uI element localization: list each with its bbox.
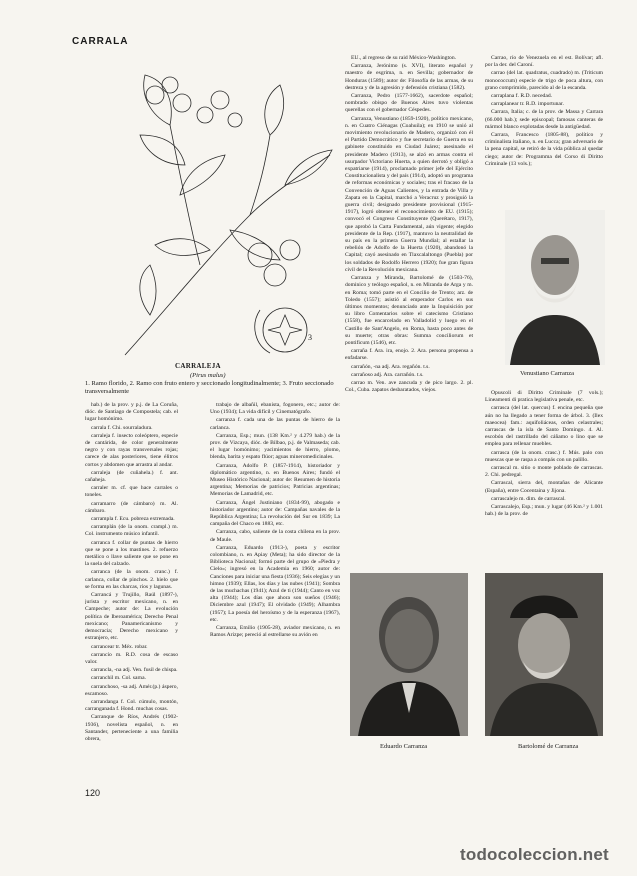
text-column-2 [210, 402, 340, 802]
entry-text: Carranza, cabo, saliente de la costa chilena en la prov. de Maule. [210, 529, 340, 543]
entry-text: Carranque de Ríos, Andrés (1902-1936), novelista español, n. en Santander, perteneciente a una familia obrera, [85, 714, 178, 742]
portrait-eduardo-carranza [350, 573, 468, 736]
entry-text: Carranza y Miranda, Bartolomé de (1503-76), dominico y teólogo español, n. en Miranda de Arga y m. en Roma; tomó parte en el Concilio de Trento; arz. de Toledo (1557); asistió al emperador Carlos en sus últimos momentos; denunciado ante la Inquisición por su libro Comentarios sobre el catecismo Cristiano (1558), fue encarcelado en Valladolid y luego en el Castillo de Sant'Angelo, en Roma, hasta poco antes de su muerte; otras obras: Summa conciliorum et pontificum (1546), etc. [345, 275, 473, 346]
entry-text: carrascalejo m. dim. de carrascal. [491, 495, 566, 502]
entry-text: Carrancá y Trujillo, Raúl (1897-), jurista y escritor mexicano, n. en Campeche; autor de: La evolución política de Iberoamérica; Derecho Penal mexicano; Panamericanismo y democracia; Derecho mexicano y extranjero, etc. [85, 592, 178, 642]
entry-text: carramplán (de la onom. crampl.) m. Col. instrumento músico infantil. [85, 524, 178, 538]
entry-text: carrancear tr. Méx. robar. [91, 643, 148, 650]
portrait-image [505, 210, 605, 365]
page-number: 120 [85, 788, 101, 798]
entry-text: carraplanear tr. R.D. importunar. [491, 101, 564, 108]
entry-text: carrasca (del lat. quercus) f. encina pequeña que aún no ha llegado a tener forma de árbol. 3. (Ilex maeocea) fam.: aquifoliáceas, orden celastrales; carrascas de la isla de Santo Domingo. 4. Al. escobón del rastrillado del cáñamo o lino que se emplea para rellenar muebles. [485, 405, 603, 448]
entry-text: carraleja (de cuñahela.) f. ant. cañaheja. [85, 469, 178, 484]
entry-text: Carranza, Ángel Justiniano (1834-99), abogado e historiador argentino; autor de: Campañas navales de la República Argentina; La revolución del Sur en 1839; La campaña del Chaco en 1883, etc. [210, 499, 340, 528]
illustration-latin-name: (Pirus malus) [190, 372, 226, 379]
text-column-1 [85, 402, 178, 787]
entry-text: carranca f. collar de puntas de hierro que se pone a los mastines. 2. refuerzo metálico o llave saliente que se pone en la suela del calzado. [85, 539, 178, 568]
entry-text: carranchil m. Col. sarna. [91, 675, 146, 682]
entry-text: hab.) de la prov. y p.j. de La Coruña, dióc. de Santiago de Compostela; cab. el lugar homónimo. [85, 402, 178, 423]
entry-text: Carrao, río de Venezuela en el est. Bolívar; afl. por la der. del Caroní. [485, 55, 603, 69]
entry-text: carrao (del lat. quadratus, cuadrado) m. (Triticum monococcum) especie de trigo de poca altura, con grano comprimido, parecido al de la escanda. [485, 70, 603, 91]
entry-text: carraplana f. R.D. necedad. [491, 93, 553, 100]
entry-text: Carranza, Jerónimo (s. XVI), literato español y maestro de esgrima, n. en Sevilla; gobernador de Honduras (1589); autor de: Filosofía de las armas, de su destreza y de la agresión y defensión cristiana (1582). [345, 63, 473, 91]
text-column-3 [345, 55, 473, 565]
page-header: CARRALA [72, 36, 129, 47]
figure-label-3: 3 [308, 333, 312, 342]
entry-text: carraler m. cf. que hace carrales o toneles. [85, 485, 178, 499]
entry-text: carrancla, -na adj. Ven. fusil de chispa. [91, 667, 178, 674]
entry-text: carraña f. Ara. ira, enojo. 2. Ara. persona propensa a enfadarse. [345, 348, 473, 362]
entry-text: Carranza, Esp.; mun. (138 Km.² y 4.279 hab.) de la prov. de Vizcaya, dióc. de Bilbao, p.j. de Valmaseda; cab. el lugar homónimo; yacimientos de hierro, plomo, blenda, barita y espato flúor; aguas mineromedicinales. [210, 432, 340, 461]
watermark: todocoleccion.net [460, 845, 609, 864]
entry-text: Carrara, Francesco (1805-88), político y criminalista italiano, n. en Lucca; gran adversario de la pena capital, se retiró de la vida pública al quedar ciego; autor de: Programma del Corso di Diritto Criminale (13 vols.); [485, 132, 603, 167]
entry-text: carranza f. cada una de las puntas de hierro de la carlanca. [210, 417, 340, 431]
entry-text: Carranza, Emilio (1905-28), aviador mexicano, n. en Ramos Arizpe; pereció al estrellarse su avión en [210, 625, 340, 639]
portrait-image [350, 573, 468, 736]
entry-text: carrascal m. sitio o monte poblado de carrascas. 2. Chi. pedregal. [485, 465, 603, 479]
entry-text: Opuscoli di Diritto Criminale (7 vols.); Lineamenti di pratica legislativa penale, etc. [485, 390, 603, 404]
apple-branch-illustration [110, 55, 340, 360]
entry-text: Carranza, Adolfo P. (1857-1914), historiador y diplomático argentino, n. en Buenos Aires; fundó el Museo Histórico Nacional; autor de: Resumen de historia argentina; Memorias de patricios; Patricias argentinas; Memorias de Lamadrid, etc. [210, 462, 340, 498]
text-column-4 [485, 55, 603, 230]
entry-text: carranca (de la onom. cranc.) f. carlanca, collar de pinchos. 2. hielo que se forma en las charcas, ríos y lagunas. [85, 569, 178, 590]
illustration-title: CARRALEJA [175, 362, 221, 370]
entry-text: carrancío m. R.D. cosa de escaso valor. [85, 651, 178, 665]
entry-text: Carranza, Pedro (1577-1662), sacerdote español; nombrado obispo de Buenos Aires tuvo violentas querellas con el gobernador Céspedes. [345, 93, 473, 114]
entry-text: trabajo de albañil, ebanista, fogonero, etc.; autor de: Uno (1934); La vida difícil y Cinematógrafo. [210, 402, 340, 416]
entry-text: carramarro (de cámbaro) m. Al. cámbaro. [85, 500, 178, 514]
portrait-caption: Bartolomé de Carranza [518, 743, 579, 750]
entry-text: carrañoso adj. Ara. carrañón. t.s. [351, 371, 424, 378]
portrait-image [485, 573, 603, 736]
entry-text: carranchoso, -sa adj. Amér.(p.) áspero, escamoso. [85, 683, 178, 697]
entry-text: EU., al regreso de su raid México-Washington. [351, 55, 457, 61]
portrait-bartolome-de-carranza [485, 573, 603, 736]
entry-text: Carrascal, sierra del, montañas de Alicante (España), entre Cocentaina y Jijona. [485, 480, 603, 494]
entry-text: Carrascalejo, Esp.; mun. y lugar (46 Km.² y 1.001 hab.) de la prov. de [485, 504, 603, 518]
portrait-venustiano-carranza [505, 210, 605, 365]
entry-text: carrampla f. Ecu. pobreza extremada. [91, 516, 175, 523]
entry-text: carrao m. Ven. ave zancuda y de pico largo. 2. pl. Col., Cuba. zapatos desbaratados, viejos. [345, 379, 473, 394]
entry-text: carrasca (de la onom. crasc.) f. Mús. palo con muescas que se raspa a compás con un palillo. [485, 449, 603, 463]
portrait-caption: Eduardo Carranza [380, 743, 428, 750]
entry-text: Carrara, Italia; c. de la prov. de Massa y Carrara (66.000 hab.); sede episcopal; famosas canteras de mármol blanco explotadas desde la antigüedad. [485, 109, 603, 130]
illustration-description: 1. Ramo florido, 2. Ramo con fruto entero y seccionado longitudinalmente; 3. Fruto seccionado transversalmente [85, 380, 334, 395]
entry-text: carrandanga f. Col. cúmulo, montón, carranganada f. Hond. muchas cosas. [85, 698, 178, 713]
portrait-caption: Venustiano Carranza [520, 370, 574, 377]
entry-text: carrala f. Chi. sourraladura. [91, 424, 153, 431]
entry-text: carraleja f. insecto coleóptero, especie de cantárida, de color generalmente negro y con rayas transversales rojas; carece de alas posteriores, tiene élitros cortos y abdomen que arrastra al andar. [85, 432, 178, 468]
entry-text: carrañón, -na adj. Ara. regañón. t.s. [351, 363, 430, 370]
entry-text: Carranza, Eduardo (1913-), poeta y escritor colombiano, n. en Apiay (Meta); ha sido director de la Biblioteca Nacional; formó parte del grupo de «Piedra y Cielo»; ingresó en la Academia en 1960; autor de: Canciones para iniciar una fiesta (1936); Seis elegías y un himno (1939); Ellas, los días y las nubes (1941); Sombra de las muchachas (1941); Azul de ti (1944); Canto en voz alta (1944); Los días que ahora son sueños (1946); Diciembre azul (1947); El olvidado (1949); Alhambra (1957); La poesía del heroísmo y de la esperanza (1967), etc. [210, 544, 340, 623]
entry-text: Carranza, Venustiano (1859-1920), político mexicano, n. en Cuatro Ciénagas (Coahuila); en 1910 se unió al movimiento revolucionario de Madero, organizó con él el Partido Democrático y fue secretario de Guerra en su gabinete constituido en Ciudad Juárez; asesinado el presidente Madero (1913), se alzó en armas contra el usurpador Victoriano Huerta, a quien derrotó y obligó a expatriarse (1914), proclamado primer jefe del Ejército Constitucionalista y del país (1914), adoptó un programa de reformas económicas y sociales; tras el fracaso de la Convención de Aguas Calientes, y la entrada de Villa y Zapata en la Capital, marchó a Veracruz y prosiguió la guerra civil; designado presidente provisional (1915-1917), logró obtener el reconocimiento de EU. (1915); convocó el Congreso Constituyente (Querétaro, 1917), que aprobó la Carta Fundamental, aún vigente; elegido presidente de la Rep. (1917), mantuvo la neutralidad de su país en la primera Guerra Mundial; al estallar la rebelión de Adolfo de la Huerta (1920), abandonó la Capital; cayó asesinado en Tlaxcalaltongo (Puebla) por los soldados de Rodolfo Herrero (1920); fue gran figura civil de la Revolución mexicana. [345, 115, 473, 273]
